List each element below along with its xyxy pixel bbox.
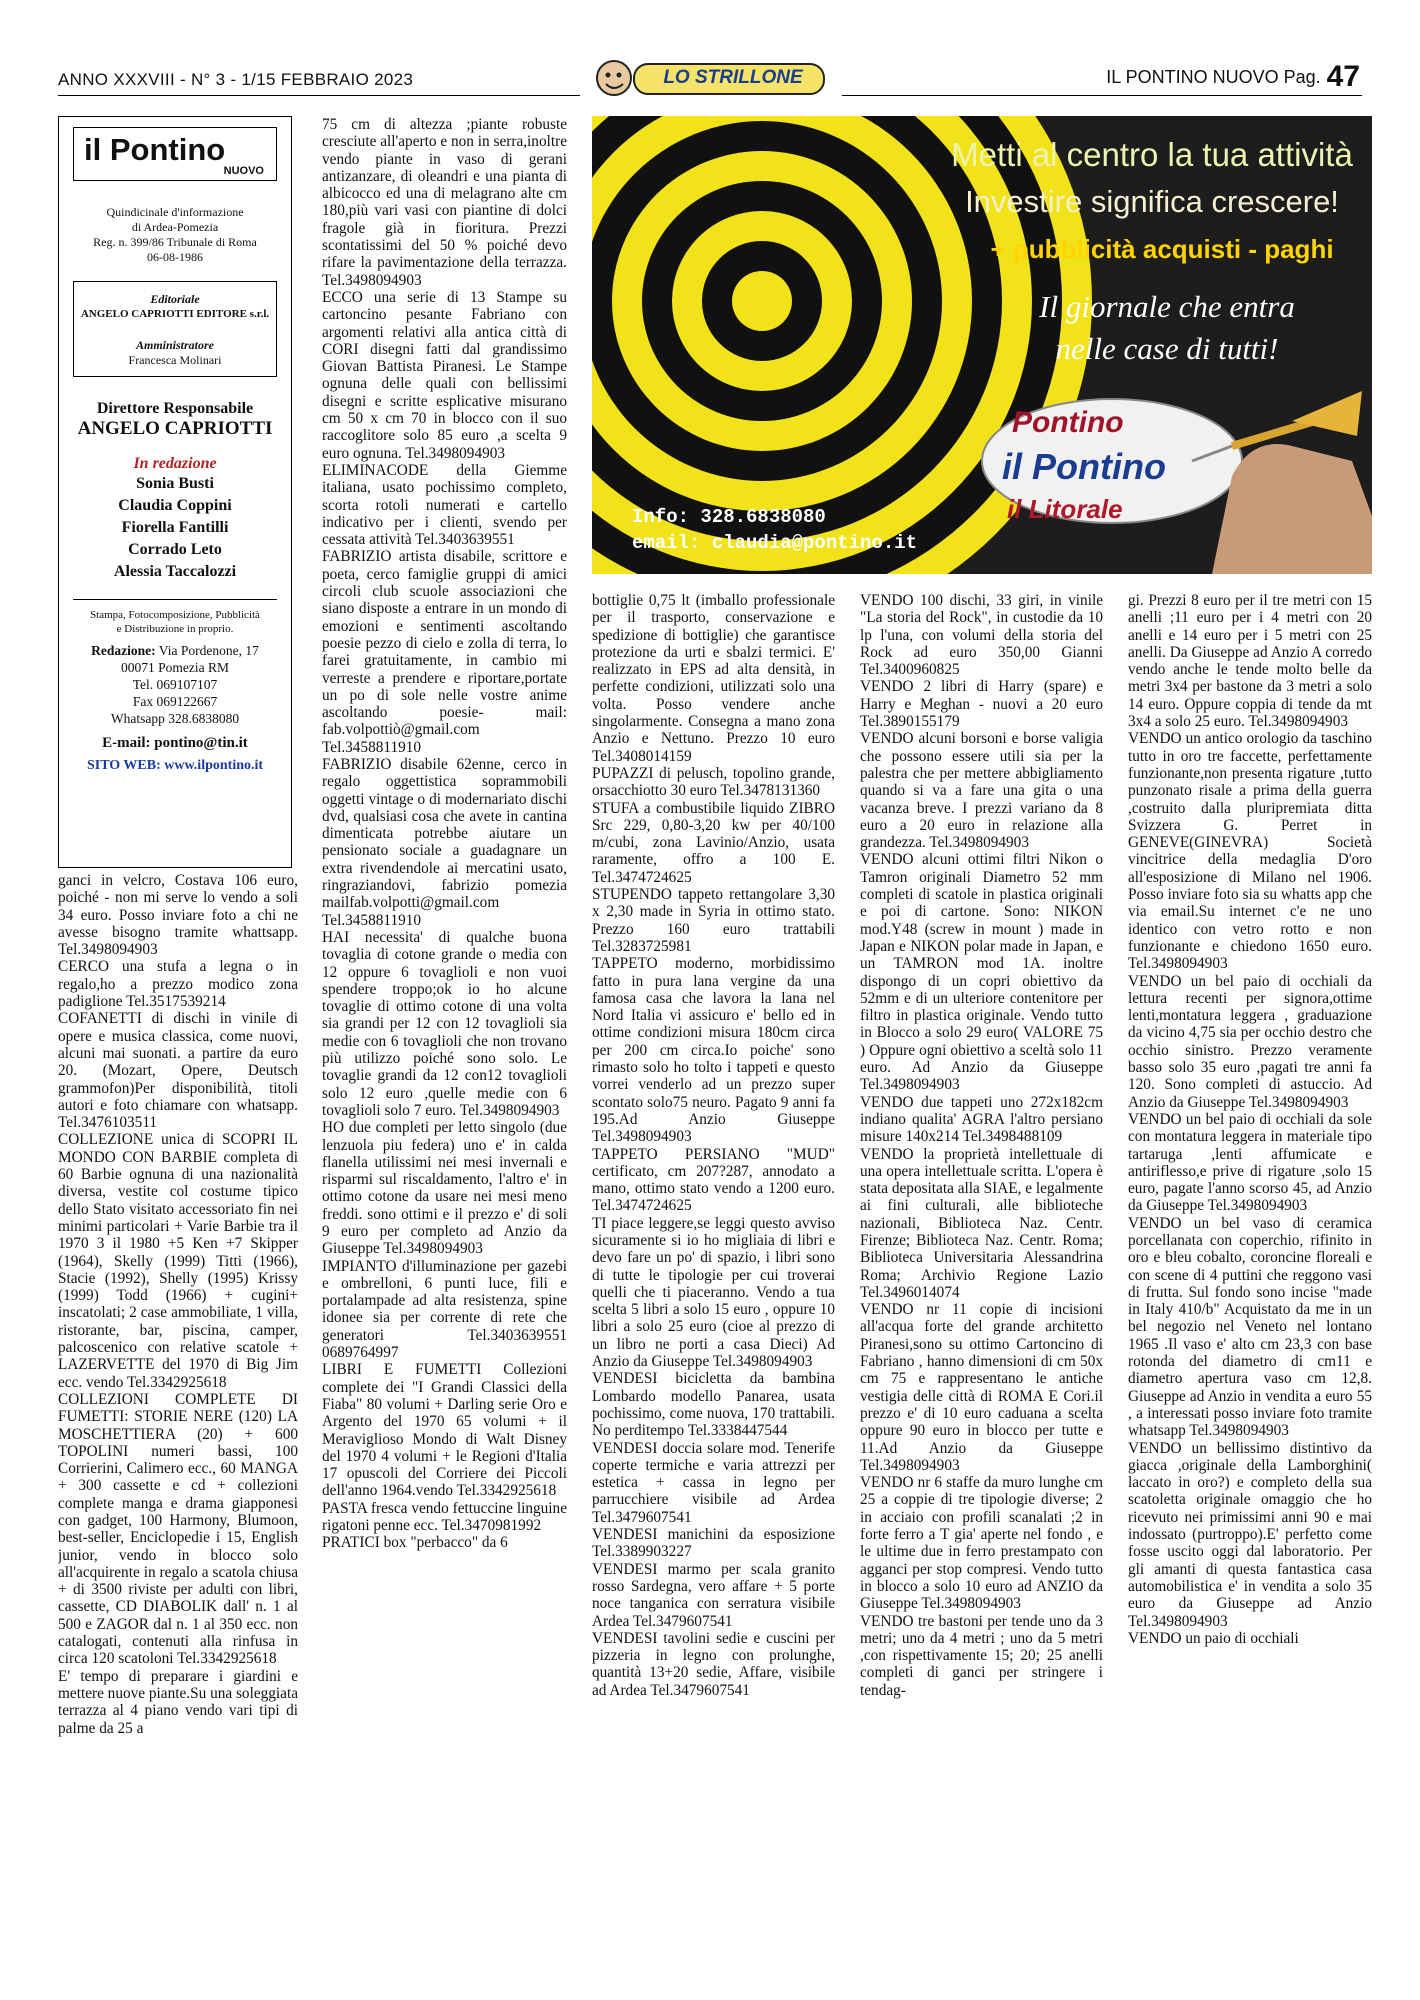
ad-email[interactable]: email: claudia@pontino.it [632, 532, 918, 554]
amministratore-label: Amministratore [135, 338, 215, 352]
masthead-sub-line: Reg. n. 399/86 Tribunale di Roma [93, 235, 257, 249]
page-number: 47 [1326, 60, 1360, 93]
staff-name: Sonia Busti [136, 475, 214, 492]
editorial-staff [59, 455, 291, 583]
publication-name: IL PONTINO NUOVO Pag. [1106, 67, 1321, 87]
classifieds-column-5: gi. Prezzi 8 euro per il tre metri con 15 anelli ;11 euro per i 4 metri con 20 anelli e 14 euro per i 5 metri con 25 anelli. Da Giuseppe ad Anzio A corredo vendo anche le tende molto belle da metri 3x4 per bastone da 3 metri a solo 14 euro. Oppure coppia di tende da mt 3x4 a solo 25 euro. Tel.3498094903 VENDO un antico orologio da taschino tutto in oro tre faccette, perfettamente funzionante,non presenta rigature ,tutto punzonato risale a prima della guerra ,costruito dalla pluripremiata ditta Svizzera G. Perret in GENEVE(GINEVRA) Società vincitrice della medaglia D'oro all'esposizione di Milano nel 1906. Posso inviare foto sia su whatts app che via email.Su internet c'e ne uno identico con vetro rotto e non funzionante e chiedono 1650 euro. Tel.3498094903 VENDO un bel paio di occhiali da lettura recenti per signora,ottime lenti,montatura leggera , graduazione da vicino 4,75 sia per occhio destro che occhio sinistro. Prezzo veramente basso solo 35 euro ,pagati tre anni fa 120. Sono completi di astuccio. Ad Anzio da Giuseppe Tel.3498094903 VENDO un bel paio di occhiali da sole con montatura leggera in materiale tipo tartaruga ,lenti affumicate e antiriflesso,e prive di rigature ,solo 15 euro, pagate l'anno scorso 45, ad Anzio da Giuseppe Tel.3498094903 VENDO un bel vaso di ceramica porcellanata con coperchio, rifinito in oro e bleu cobalto, coroncine floreali e con scene di 4 puttini che reggono vasi di frutta. Sul fondo sono incise "made in Italy 410/b" Acquistato da me in un bel negozio nel Veneto nel lontano 1965 .Il vaso e' alto cm 23,3 con base rotonda del diametro di cm11 e diametro apertura vaso cm 12,8. Giuseppe ad Anzio in vendita a euro 55 , a interessati posso inviare foto tramite whatsapp Tel.3498094903 VENDO un bellissimo distintivo da giacca ,originale della Lamborghini( laccato in oro?) e completo della sua scatoletta originale omaggio che ho ricevuto nei primissimi anni 90 e mai indossato (purtroppo).E' perfetto come fosse uscito oggi dal laboratorio. Per gli amanti di questa fantastica casa automobilistica e' in vendita a solo 35 euro da Giuseppe ad Anzio Tel.3498094903 VENDO un paio di occhiali [1128, 592, 1372, 1647]
address-label: Redazione: [91, 643, 156, 658]
ad-tagline: + pubblicità acquisti - paghi [990, 234, 1334, 264]
ad-slogan [967, 286, 1367, 370]
masthead-divider [73, 599, 277, 600]
staff-name: Fiorella Fantilli [121, 519, 229, 536]
director-name: ANGELO CAPRIOTTI [77, 418, 273, 439]
publisher-box [73, 281, 277, 377]
masthead-sub-line: Quindicinale d'informazione [106, 205, 244, 219]
editore-name: ANGELO CAPRIOTTI EDITORE s.r.l. [80, 308, 270, 320]
header-rule-right [842, 95, 1362, 96]
ad-subheadline: Investire significa crescere! [965, 184, 1339, 219]
masthead-box [58, 116, 292, 868]
classifieds-column-3: bottiglie 0,75 lt (imballo professionale per il trasporto, conservazione e spedizione di bottiglie) che garantisce protezione da urti e sbalzi termici. E' realizzato in EPS ad alta densità, in perfette condizioni, utilizzati solo una volta. Posso vendere anche singolarmente. Consegna a mano zona Anzio e Nettuno. Prezzo 10 euro Tel.3408014159 PUPAZZI di pelusch, topolino grande, orsacchiotto 30 euro Tel.3478131360 STUFA a combustibile liquido ZIBRO Src 229, 0,80-3,20 kw per 40/100 m/cubi, zona Lavinio/Anzio, usata raramente, offro a 100 E. Tel.3474724625 STUPENDO tappeto rettangolare 3,30 x 2,30 made in Syria in ottimo stato. Prezzo 160 euro trattabili Tel.3283725981 TAPPETO moderno, morbidissimo fatto in pura lana vergine da una famosa casa che lavora la lana nel Nord Italia vi assicuro e' bello ed in ottime condizioni misura 180cm circa per 200 cm circa.Io poiche' sono rimasto solo ho tolto i tappeti e questo vorrei venderlo ad un prezzo super scontato solo75 neuro. Pagato 9 anni fa 195.Ad Anzio Giuseppe Tel.3498094903 TAPPETO PERSIANO "MUD" certificato, cm 207?287, annodato a mano, ottimo stato vendo a 1200 euro. Tel.3474724625 TI piace leggere,se leggi questo avviso sicuramente si io ho migliaia di libri e devo fare un po' di spazio, i libri sono di tutte le tipologie per cui troverai quelli che ti piaceranno. Vendo a tua scelta 5 libri a solo 15 euro , oppure 10 libri a solo 25 euro (cioe al prezzo di un libro ne porti a casa Dieci) Ad Anzio da Giuseppe Tel.3498094903 VENDESI bicicletta da bambina Lombardo modello Panarea, usata pochissimo, come nuova, 170 trattabili. No perditempo Tel.3338447544 VENDESI doccia solare mod. Tenerife coperte termiche e varia attrezzi per estetica + cassa in legno per parrucchiere visibile ad Ardea Tel.3479607541 VENDESI manichini da esposizione Tel.3389903227 VENDESI marmo per scala granito rosso Sardegna, vero affare + 5 porte noce tanganica con serratura visibile Ardea Tel.3479607541 VENDESI tavolini sedie e cuscini per pizzeria in legno con prolunghe, quantità 13+20 sedie, Affare, visibile ad Ardea Tel.3479607541 [592, 592, 835, 1699]
classifieds-column-1: ganci in velcro, Costava 106 euro, poiché - non mi serve lo vendo a soli 34 euro. Posso inviare foto a chi ne avesse bisogno tramite whattsapp. Tel.3498094903 CERCO una stufa a legna o in regalo,ho a prezzo modico zona padiglione Tel.3517539214 COFANETTI di dischi in vinile di opere e musica classica, come nuovi, alcuni mai suonati. a partire da euro 20. (Mozart, Opere, Deutsch grammofon)Per disponibilità, titoli autori e foto chiamare con whatsapp. Tel.3476103511 COLLEZIONE unica di SCOPRI IL MONDO CON BARBIE completa di 60 Barbie ognuna di una nazionalità diversa, vestite col costume tipico dello Stato visitato accessoriato fin nei minimi particolari + Varie Barbie tra il 1970 3 il 1980 +5 Ken +7 Skipper (1964), Skelly (1999) Titti (1966), Stacie (1992), Shelly (1995) Krissy (1999) Todd (1966) + cugini+ inscatolati; 2 case ammobiliate, 1 villa, ristorante, bar, piscina, camper, palcoscenico con relative scatole + LAZERVETTE del 1970 di Big Jim ecc. vendo Tel.3342925618 COLLEZIONI COMPLETE DI FUMETTI: STORIE NERE (120) LA MOSCHETTIERA (20) + 600 TOPOLINI numeri bassi, 100 Corrierini, Calimero ecc., 60 MANGA + 300 cassette e cd + collezioni complete manga e drama giapponesi con gadget, 100 Harmony, Blumoon, best-seller, Enciclopedie i 15, English junior, vendo in blocco solo all'acquirente in regalo a scatola chiusa + di 3500 riviste per adulti con libri, cassette, CD DIABOLIK dall' n. 1 al 500 e ZAGOR dal n. 1 al 350 ecc. non catalogati, contenuti alla rinfusa in circa 120 scatoloni Tel.3342925618 E' tempo di preparare i giardini e mettere nuove piante.Su una soleggiata terrazza al 4 piano vendo vari tipi di palme da 25 a [58, 872, 298, 1737]
email-link[interactable]: E-mail: pontino@tin.it [102, 735, 248, 751]
masthead-subtitle [59, 205, 291, 265]
fax: Fax 069122667 [132, 694, 218, 709]
advertisement-banner [592, 116, 1372, 574]
print-line: e Distribuzione in proprio. [116, 623, 234, 635]
masthead-title-small: NUOVO [223, 165, 264, 177]
staff-name: Claudia Coppini [118, 497, 232, 514]
ad-slogan-line: Il giornale che entra [1039, 289, 1295, 324]
ad-headline: Metti al centro la tua attività [951, 136, 1353, 173]
masthead-title: il Pontino [84, 132, 226, 167]
header-left: ANNO XXXVIII - N° 3 - 1/15 FEBBRAIO 2023 [58, 70, 414, 89]
ad-phone: Info: 328.6838080 [632, 506, 826, 528]
ad-contact [632, 504, 917, 556]
staff-name: Corrado Leto [128, 541, 222, 558]
ad-slogan-line: nelle case di tutti! [1055, 331, 1279, 366]
ad-logo-pontino: Pontino [1012, 406, 1124, 439]
print-line: Stampa, Fotocomposizione, Pubblicità [90, 609, 260, 621]
director-block [59, 399, 291, 439]
masthead-sub-line: 06-08-1986 [147, 250, 203, 264]
masthead-sub-line: di Ardea-Pomezia [131, 220, 219, 234]
strillone-logo-text: LO STRILLONE [663, 67, 803, 88]
staff-name: Alessia Taccalozzi [113, 563, 237, 580]
address-street: Via Pordenone, 17 [158, 643, 259, 658]
editoriale-label: Editoriale [150, 292, 200, 306]
address-block [59, 642, 291, 727]
ad-logo-litorale: il Litorale [1007, 494, 1123, 524]
print-info [59, 608, 291, 636]
header-rule-left [58, 95, 580, 96]
address-line-1 [59, 642, 291, 659]
strillone-logo [592, 56, 832, 102]
masthead-title-box [73, 127, 277, 181]
classifieds-column-4: VENDO 100 dischi, 33 giri, in vinile "La storia del Rock", in custodie da 10 lp l'una, con volumi della storia del Rock ad euro 350,00 Gianni Tel.3400960825 VENDO 2 libri di Harry (spare) e Harry e Meghan - nuovi a 20 euro Tel.3890155179 VENDO alcuni borsoni e borse valigia che possono essere utili sia per la palestra che per mettere abbigliamento quando si va a fare una gita o una vacanza breve. I prezzi variano da 8 euro a 20 euro in relazione alla grandezza. Tel.3498094903 VENDO alcuni ottimi filtri Nikon o Tamron originali Diametro 52 mm completi di scatole in plastica originali e poi di cartone. Sono: NIKON mod.Y48 (screw in mount ) made in Japan e NIKON polar made in Japan, e un TAMRON mod 1A. inoltre dispongo di un copri obiettivo da 52mm e di un ulteriore contenitore per filtro in plastica originale. Vendo tutto in Blocco a solo 29 euro( VALORE 75 ) Oppure ogni obiettivo a sceltà solo 11 euro. Ad Anzio da Giuseppe Tel.3498094903 VENDO due tappeti uno 272x182cm indiano qualita' AGRA l'altro persiano misure 140x214 Tel.3498488109 VENDO la proprietà intellettuale di una opera intellettuale scritta. L'opera è stata depositata alla SIAE, e legalmente ai fini culturali, alle biblioteche nazionali, Biblioteca Naz. Centr. Firenze; Biblioteca Naz. Centr. Roma; Biblioteca Universitaria Alessandrina Roma; Archivio Regione Lazio Tel.3496014074 VENDO nr 11 copie di incisioni all'acqua forte del grande architetto Piranesi,sono su ottimo Cartoncino di Fabriano , hanno dimensioni di cm 50x cm 75 e rappresentano le antiche vestigia delle città di ROMA E Cori.il prezzo e' di 10 euro caduana a scelta oppure 90 euro in blocco per tutte e 11.Ad Anzio da Giuseppe Tel.3498094903 VENDO nr 6 staffe da muro lunghe cm 25 a coppie di tre tipologie diverse; 2 in acciaio con profili scanalati ;2 in forte ferro a T gia' aperte nel fondo , e le ultime due in ferro prestampato con agganci per stop compresi. Vendo tutto in blocco a solo 10 euro ad ANZIO da Giuseppe Tel.3498094903 VENDO tre bastoni per tende uno da 3 metri; uno da 4 metri ; uno da 5 metri ,con rispettivamente 15; 20; 25 anelli completi di ganci per stringere i tendag- [860, 592, 1103, 1699]
address-city: 00071 Pomezia RM [121, 660, 229, 675]
header-right [1106, 60, 1360, 94]
whatsapp: Whatsapp 328.6838080 [110, 711, 240, 726]
ad-logo-il-pontino: il Pontino [1002, 446, 1166, 487]
phone: Tel. 069107107 [132, 677, 218, 692]
amministratore-name: Francesca Molinari [128, 353, 222, 367]
classifieds-column-2: 75 cm di altezza ;piante robuste cresciute all'aperto e non in serra,inoltre vendo piante in vaso di gerani antizanzare, di oleandri e una pianta di albicocco ed una di melagrano alte cm 180,più vari vasi con piantine di dolci fragole già in fioritura. Prezzi scontatissimi del 50 % poiché devo rifare la pavimentazione della terrazza. Tel.3498094903 ECCO una serie di 13 Stampe su cartoncino pesante Fabriano con argomenti relativi alla antica città di CORI disegni fatti dal grandissimo Giovan Battista Piranesi. Le Stampe ognuna delle quali con bellissimi disegni e scritte esplicative misurano cm 50 x cm 70 in blocco con il suo raccoglitore solo 85 euro ,a scelta 9 euro ognuna. Tel.3498094903 ELIMINACODE della Giemme italiana, usato pochissimo completo, scorta rotoli numerati e cartello indicativo per i clienti, svendo per cessata attività Tel.3403639551 FABRIZIO artista disabile, scrittore e poeta, cerco famiglie gruppi di amici circoli club scuole associazioni che siano disposte a entrare in un mondo di emozioni e sentimenti ascoltando poesie pezzo di cielo e zolla di terra, lo farei gratuitamente, in cambio mi verreste a prendere e riportare,portate un po di sole nelle vostre anime ascoltando poesie- mail: fab.volpottiò@gmail.com Tel.3458811910 FABRIZIO disabile 62enne, cerco in regalo oggettistica soprammobili oggetti vintage o di modernariato dischi dvd, qualsiasi cosa che avete in cantina dimenticata potrebbe aiutare un pensionato sociale a guadagnare un extra rivendendole ai mercatini usato, ringraziandovi, fabrizio pomezia mailfab.volpotti@gmail.com Tel.3458811910 HAI necessita' di qualche buona tovaglia di cotone grande o media con 12 oppure 6 tovaglioli e non vuoi spendere troppo;ok io ho alcune tovaglie di ottimo cotone di una volta sia grandi per 12 con 12 tovaglioli sia medie con 6 tovaglioli che non trovano più utilizzo poiché sono solo. Le tovaglie grandi da 12 con12 tovaglioli solo 12 euro ,quelle medie con 6 tovaglioli solo 7 euro. Tel.3498094903 HO due completi per letto singolo (due lenzuola piu federa) uno e' in calda flanella utilissimi nei mesi invernali e risparmi sul riscaldamento, l'altro e' in ottimo cotone da usare nei mesi meno freddi. sono ottimi e il prezzo e' di soli 9 euro per completo ad Anzio da Giuseppe Tel.3498094903 IMPIANTO d'illuminazione per gazebi e ombrelloni, 6 punti luce, fili e portalampade ad alta resistenza, spine idonee sia per corrente di rete che generatori Tel.3403639551 0689764997 LIBRI E FUMETTI Collezioni complete dei "I Grandi Classici della Fiaba" 80 volumi + Darling serie Oro e Argento del 1970 65 volumi + il Meraviglioso Mondo di Walt Disney del 1970 4 volumi + le Regioni d'Italia 17 opuscoli del Corriere dei Piccoli dell'anno 1964.vendo Tel.3342925618 PASTA fresca vendo fettuccine linguine rigatoni penne ecc. Tel.3470981992 PRATICI box "perbacco" da 6 [322, 116, 567, 1552]
editorial-staff-label: In redazione [133, 455, 217, 472]
website-link[interactable]: SITO WEB: www.ilpontino.it [86, 758, 264, 773]
director-label: Direttore Responsabile [96, 400, 254, 417]
spacer [74, 322, 276, 338]
